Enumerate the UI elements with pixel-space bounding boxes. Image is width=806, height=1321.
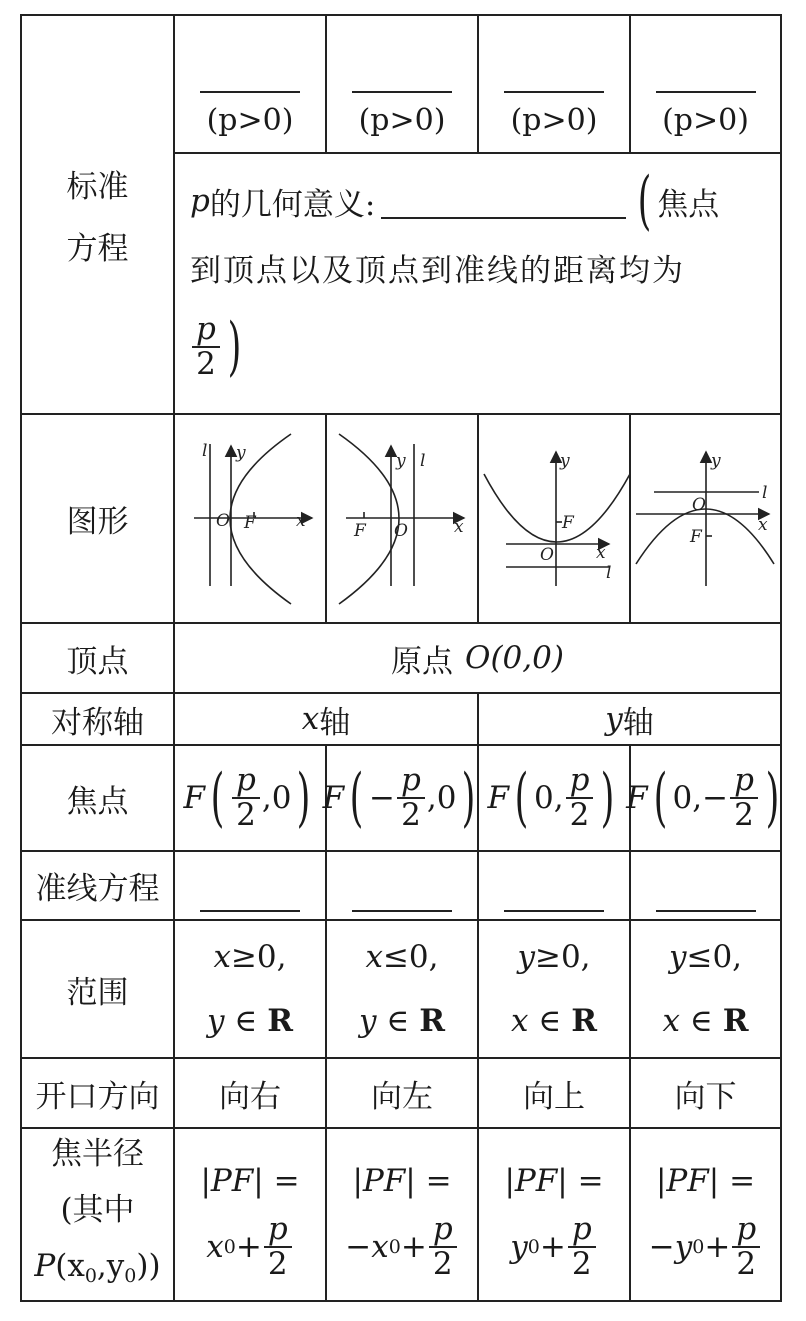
header-line-2: 方程 xyxy=(66,231,129,267)
args-mid: ,y xyxy=(96,1247,125,1284)
directrix-cell-2 xyxy=(326,851,478,920)
label-O: O xyxy=(394,521,408,541)
rhs-var: x xyxy=(371,1228,389,1265)
header-line-2: (其中 xyxy=(60,1191,135,1228)
fraction-denominator: 2 xyxy=(569,797,590,833)
rhs-sub: 0 xyxy=(223,1235,236,1258)
rhs-fraction xyxy=(568,1210,596,1282)
rhs-fraction xyxy=(732,1210,760,1282)
focus-pre: 0,− xyxy=(672,780,729,816)
focus-post: ,0 xyxy=(426,780,457,816)
label-y: y xyxy=(396,451,406,471)
label-O: O xyxy=(540,545,554,565)
p-variable: p xyxy=(190,183,210,219)
range-rel: ≤0, xyxy=(686,939,743,975)
fraction-denominator: 2 xyxy=(432,1245,453,1282)
rhs-var: x xyxy=(206,1228,224,1265)
range-var: x xyxy=(213,939,231,975)
label-l: l xyxy=(762,483,768,503)
axis-y-var: y xyxy=(605,701,623,737)
point-P: P xyxy=(34,1247,56,1284)
fraction-denominator: 2 xyxy=(236,797,256,833)
p-over-2-fraction xyxy=(192,313,220,380)
left-paren-icon: ( xyxy=(653,761,667,835)
range-var: x xyxy=(365,939,383,975)
fraction-numerator: p xyxy=(568,1213,596,1248)
equation-cell-1 xyxy=(174,15,326,153)
focus-fraction xyxy=(232,764,260,831)
graphs-container xyxy=(174,414,781,623)
directrix-blank[interactable] xyxy=(656,860,756,912)
range-rel: ∈ xyxy=(680,1003,723,1039)
header-focus: 焦点 xyxy=(66,783,129,820)
focus-fraction xyxy=(730,764,758,831)
label-O: O xyxy=(216,511,230,531)
fraction-denominator: 2 xyxy=(571,1245,592,1282)
label-x: x xyxy=(454,517,464,537)
focus-F: F xyxy=(626,780,648,816)
fraction-denominator: 2 xyxy=(401,797,421,833)
rhs-plus: + xyxy=(704,1228,731,1265)
focal-rhs xyxy=(510,1210,597,1282)
range-cell-1 xyxy=(174,920,326,1058)
header-line-1: 标准 xyxy=(66,169,129,205)
focal-rhs xyxy=(206,1210,293,1282)
focal-radius-cell-4 xyxy=(630,1128,781,1301)
opening-left: 向左 xyxy=(371,1078,433,1115)
meaning-blank[interactable] xyxy=(381,183,626,219)
focus-F: F xyxy=(183,780,206,816)
left-paren-icon: ( xyxy=(210,761,225,835)
focus-cell-4 xyxy=(626,745,781,851)
equation-blank[interactable] xyxy=(200,31,300,93)
equation-blank[interactable] xyxy=(656,31,756,93)
range-cell-4 xyxy=(630,920,781,1058)
header-range: 范围 xyxy=(66,974,129,1011)
fraction-numerator: p xyxy=(429,1213,457,1248)
right-paren-icon: ) xyxy=(601,761,615,835)
axis-y xyxy=(478,693,781,745)
rhs-plus: + xyxy=(539,1228,566,1265)
header-axis: 对称轴 xyxy=(51,704,144,741)
fraction-numerator: p xyxy=(232,764,260,799)
meaning-label: 的几何意义: xyxy=(209,186,376,223)
rhs-var: y xyxy=(674,1228,693,1265)
label-y: y xyxy=(560,451,570,471)
focus-pre: 0, xyxy=(534,780,564,816)
focal-rhs xyxy=(648,1210,762,1282)
graph-opens-down xyxy=(636,452,774,586)
equation-cell-4 xyxy=(630,15,781,153)
focus-pre: − xyxy=(369,780,396,816)
focal-lhs: |PF| = xyxy=(200,1162,300,1199)
header-standard-equation xyxy=(21,153,174,283)
condition-text: (p>0) xyxy=(662,102,749,138)
focus-post: ,0 xyxy=(261,780,292,816)
equation-cell-3 xyxy=(478,15,630,153)
header-opening: 开口方向 xyxy=(35,1078,160,1115)
focal-lhs: |PF| = xyxy=(504,1162,604,1199)
range-set: R xyxy=(267,1003,293,1039)
condition-text: (p>0) xyxy=(206,102,294,138)
rhs-sub: 0 xyxy=(692,1235,705,1258)
range-rel: ≤0, xyxy=(382,939,439,975)
sub-1: 0 xyxy=(124,1264,137,1287)
equation-cell-2 xyxy=(326,15,478,153)
range-cell-2 xyxy=(326,920,478,1058)
header-graph: 图形 xyxy=(66,504,129,540)
meaning-text-1: 焦点 xyxy=(657,186,720,223)
range-var: y xyxy=(517,939,535,975)
directrix-blank[interactable] xyxy=(200,860,300,912)
rhs-fraction xyxy=(429,1210,457,1282)
fraction-denominator: 2 xyxy=(736,1245,757,1282)
label-O: O xyxy=(692,495,706,515)
range-set: R xyxy=(419,1003,445,1039)
focus-cell-2 xyxy=(322,745,478,851)
label-l: l xyxy=(606,563,612,583)
sub-0: 0 xyxy=(84,1264,97,1287)
focus-cell-3 xyxy=(478,745,630,851)
opening-down: 向下 xyxy=(674,1078,737,1115)
vertex-value xyxy=(174,623,781,693)
label-F: F xyxy=(690,527,702,547)
left-paren-icon: ( xyxy=(637,164,652,238)
range-rel: ∈ xyxy=(528,1003,572,1039)
range-rel: ∈ xyxy=(376,1003,420,1039)
label-y: y xyxy=(236,443,246,463)
directrix-cell-1 xyxy=(174,851,326,920)
fraction-denominator: 2 xyxy=(196,346,216,382)
label-F: F xyxy=(562,513,574,533)
condition-text: (p>0) xyxy=(358,102,446,138)
range-rel: ∈ xyxy=(224,1003,268,1039)
opening-up: 向上 xyxy=(523,1078,585,1115)
focus-cell-1 xyxy=(174,745,326,851)
header-line-1: 焦半径 xyxy=(51,1135,144,1172)
label-F: F xyxy=(354,521,366,541)
label-x: x xyxy=(296,511,306,531)
axis-x-var: x xyxy=(301,701,320,737)
fraction-numerator: p xyxy=(397,764,425,799)
focal-radius-cell-3 xyxy=(478,1128,630,1301)
focal-lhs: |PF| = xyxy=(352,1162,452,1199)
rhs-plus: + xyxy=(400,1228,427,1265)
label-x: x xyxy=(758,515,768,535)
fraction-numerator: p xyxy=(730,764,758,799)
label-l: l xyxy=(202,441,208,461)
label-y: y xyxy=(711,451,721,471)
rhs-fraction xyxy=(264,1210,292,1282)
header-vertex: 顶点 xyxy=(66,643,129,680)
rhs-sign: − xyxy=(648,1228,675,1265)
right-paren-icon: ) xyxy=(765,761,780,835)
focus-F: F xyxy=(487,780,510,816)
range-rel: ≥0, xyxy=(534,939,591,975)
args-close: )) xyxy=(136,1247,161,1284)
right-paren-icon: ) xyxy=(462,761,476,835)
label-l: l xyxy=(420,451,426,471)
range-var: x xyxy=(662,1003,681,1039)
fraction-denominator: 2 xyxy=(267,1245,288,1282)
focus-F: F xyxy=(322,780,345,816)
left-paren-icon: ( xyxy=(349,761,364,835)
right-paren-icon: ) xyxy=(227,310,242,384)
left-paren-icon: ( xyxy=(514,761,529,835)
range-set: R xyxy=(571,1003,597,1039)
focal-rhs xyxy=(345,1210,458,1282)
range-set: R xyxy=(722,1003,749,1039)
label-F: F xyxy=(244,513,256,533)
meaning-text-2: 到顶点以及顶点到准线的距离均为 xyxy=(190,252,685,289)
focus-fraction xyxy=(397,764,425,831)
directrix-blank[interactable] xyxy=(504,860,604,912)
focal-lhs: |PF| = xyxy=(655,1162,756,1199)
rhs-sub: 0 xyxy=(527,1235,540,1258)
label-x: x xyxy=(596,543,606,563)
axis-x-text: 轴 xyxy=(319,704,351,741)
fraction-numerator: p xyxy=(566,764,594,799)
focus-fraction xyxy=(566,764,594,831)
rhs-sub: 0 xyxy=(388,1235,401,1258)
right-paren-icon: ) xyxy=(297,761,311,835)
rhs-plus: + xyxy=(235,1228,262,1265)
condition-text: (p>0) xyxy=(510,102,598,138)
fraction-numerator: p xyxy=(192,313,220,348)
rhs-var: y xyxy=(510,1228,528,1265)
fraction-numerator: p xyxy=(732,1213,760,1248)
rhs-sign: − xyxy=(345,1228,372,1265)
header-line-3 xyxy=(34,1238,160,1304)
range-var: y xyxy=(668,939,687,975)
vertex-point: O(0,0) xyxy=(465,640,564,676)
header-focal-radius xyxy=(21,1128,174,1301)
equation-blank[interactable] xyxy=(504,31,604,93)
directrix-blank[interactable] xyxy=(352,860,452,912)
range-cell-3 xyxy=(478,920,630,1058)
fraction-denominator: 2 xyxy=(734,797,754,833)
directrix-cell-4 xyxy=(630,851,781,920)
range-rel: ≥0, xyxy=(230,939,287,975)
focal-radius-cell-1 xyxy=(174,1128,326,1301)
vertex-text: 原点 xyxy=(391,643,454,680)
axis-x xyxy=(174,693,478,745)
equation-blank[interactable] xyxy=(352,31,452,93)
opening-right: 向右 xyxy=(219,1078,281,1115)
range-var: y xyxy=(207,1003,225,1039)
p-meaning-block xyxy=(190,164,770,392)
directrix-cell-3 xyxy=(478,851,630,920)
axis-y-text: 轴 xyxy=(622,704,654,741)
focal-radius-cell-2 xyxy=(326,1128,478,1301)
range-var: y xyxy=(359,1003,377,1039)
fraction-numerator: p xyxy=(264,1213,292,1248)
args-open: (x xyxy=(55,1247,85,1284)
range-var: x xyxy=(511,1003,529,1039)
header-directrix: 准线方程 xyxy=(35,871,160,907)
